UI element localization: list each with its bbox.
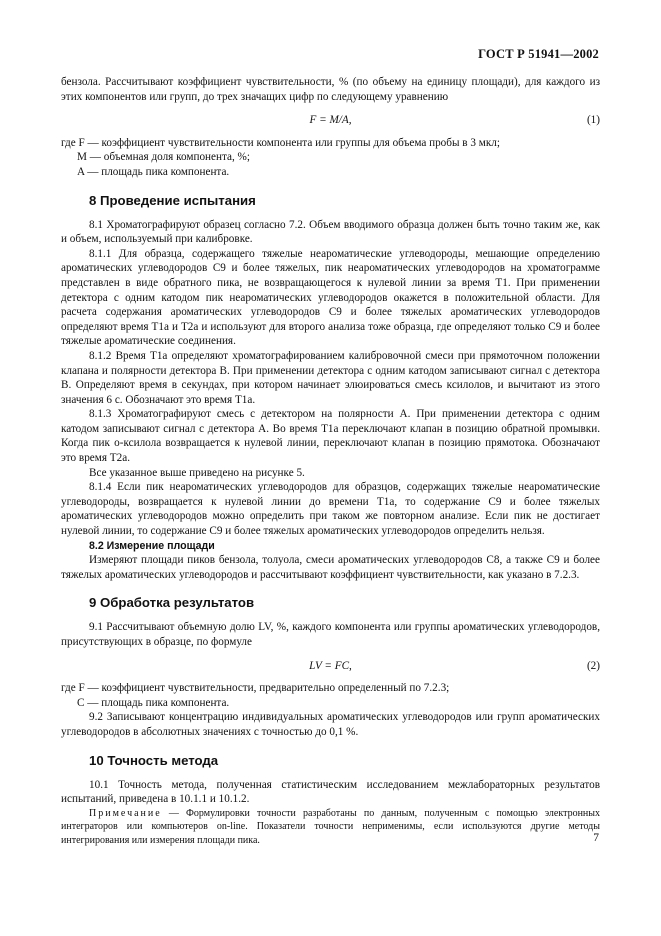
para-9-2: 9.2 Записывают концентрацию индивидуальных ароматических углеводородов или групп ароматических углеводородов в абсолютных значениях с точностью до 0,1 %. xyxy=(61,711,600,738)
where-f2-line: где F — коэффициент чувствительности, предварительно определенный по 7.2.3; xyxy=(61,682,450,695)
where-m-line: M — объемная доля компонента, %; xyxy=(77,151,250,164)
section-8-title: 8 Проведение испытания xyxy=(89,192,256,208)
formula-2-text: LV = FC, xyxy=(309,659,352,672)
note xyxy=(61,807,600,848)
formula-1-text: F = M/A, xyxy=(309,114,352,127)
subsection-8-2-title: 8.2 Измерение площади xyxy=(89,539,215,552)
formula-1 xyxy=(61,113,600,128)
para-9-1: 9.1 Рассчитывают объемную долю LV, %, каждого компонента или группы ароматических углеводородов, присутствующих в образце, по формуле xyxy=(61,621,600,648)
para-8-1: 8.1 Хроматографируют образец согласно 7.2. Объем вводимого образца должен быть точно таким же, как и объем, используемый при калибровке. xyxy=(61,218,600,246)
formula-2 xyxy=(61,659,600,674)
para-8-1-3: 8.1.3 Хроматографируют смесь с детектором на полярности А. При применении детектора с одним катодом записывают сигнал с детектора А. Во время T1а переключают клапан в позицию обратной промывки. Когда пик о-ксилола возвращается к нулевой линии, переключают клапан в позицию прямотока. Обозначают это время T2а. xyxy=(61,408,600,465)
intro-paragraph: бензола. Рассчитывают коэффициент чувствительности, % (по объему на единицу площади), для каждого из этих компонентов или групп, до трех значащих цифр по следующему уравнению xyxy=(61,76,600,103)
standard-header: ГОСТ Р 51941—2002 xyxy=(478,47,599,61)
where-a-line: A — площадь пика компонента. xyxy=(77,165,230,178)
where-f-line: где F — коэффициент чувствительности компонента или группы для объема пробы в 3 мкл; xyxy=(61,136,500,149)
note-text: — Формулировки точности разработаны по данным, полученным с помощью электронных интеграторов или компьютеров on-line. Показатели точности неприменимы, если используются другие методы интегрирования или измерения площади пика. xyxy=(61,807,600,846)
note-label: Примечание xyxy=(89,807,162,819)
formula-2-number: (2) xyxy=(586,659,600,672)
para-10-1: 10.1 Точность метода, полученная статистическим исследованием межлабораторных результатов испытаний, приведена в 10.1.1 и 10.1.2. xyxy=(61,778,600,806)
para-8-1-4: 8.1.4 Если пик неароматических углеводородов для образцов, содержащих тяжелые неароматические углеводороды, возвращается к нулевой линии до времени T1а, то содержание C9 и более тяжелых ароматических углеводородов можно определить при таком же повторном анализе. Если пик не достигает нулевой линии, то содержание C9 и более тяжелых ароматических углеводородов определить нельзя. xyxy=(61,481,600,538)
document-body xyxy=(61,75,600,847)
figure-reference: Все указанное выше приведено на рисунке 5. xyxy=(89,466,305,479)
section-10-title: 10 Точность метода xyxy=(89,752,219,768)
formula-1-number: (1) xyxy=(586,114,600,127)
para-8-1-2: 8.1.2 Время T1а определяют хроматографированием калибровочной смеси при прямоточном положении клапана и полярности детектора В. При применении детектора с одним катодом записывают сигнал с детектора В. Определяют время в секундах, при котором начинает элюироваться смесь ксилолов, и вычитают из этого значения 6 с. Обозначают это время T1а. xyxy=(61,349,600,406)
para-8-2: Измеряют площади пиков бензола, толуола, смеси ароматических углеводородов C8, а также C9 и более тяжелых ароматических углеводородов и рассчитывают коэффициент чувствительности, как указано в 7.2.3. xyxy=(61,554,600,581)
para-8-1-1: 8.1.1 Для образца, содержащего тяжелые неароматические углеводороды, мешающие определению ароматических углеводородов C9 и более тяжелых, пик неароматических углеводородов на хроматограмме представлен в виде обратного пика, не возвращающегося к нулевой линии за время T1. При применении детектора с одним катодом пик неароматических углеводородов окажется в положительной области. Для расчета содержания ароматических углеводородов C9 и более тяжелых ароматических углеводородов определяют время T1а и T2а и используют для второго анализа тоже образца, где определяют только C9 и более тяжелые ароматические соединения. xyxy=(61,247,600,348)
page-number: 7 xyxy=(593,832,599,844)
where-c-line: C — площадь пика компонента. xyxy=(77,696,230,709)
section-9-title: 9 Обработка результатов xyxy=(89,595,255,611)
